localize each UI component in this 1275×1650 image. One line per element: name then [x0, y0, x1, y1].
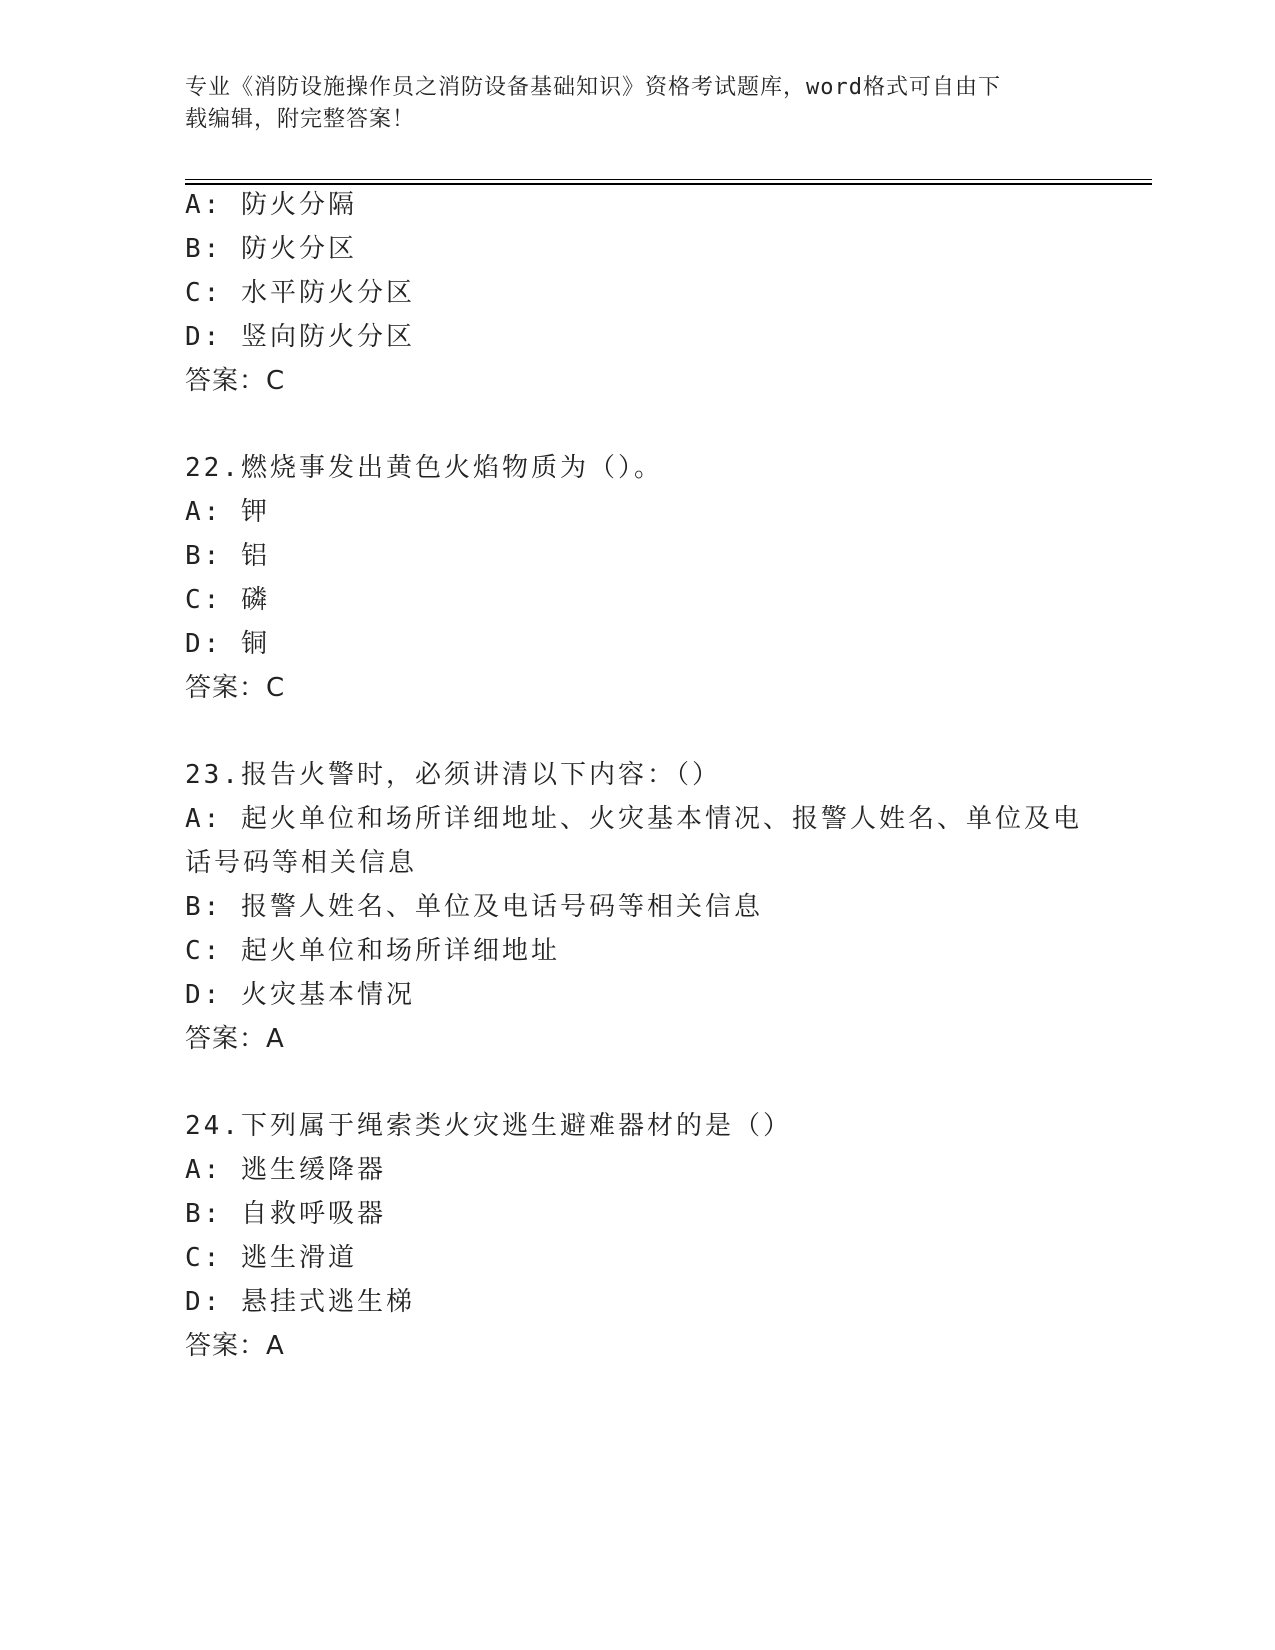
q24-option-a: A: 逃生缓降器 [185, 1155, 386, 1185]
header-divider-thick [185, 183, 1152, 185]
q22-option-b: B: 铝 [185, 541, 270, 571]
q23-answer: 答案：A [185, 1024, 285, 1054]
q22-answer: 答案：C [185, 673, 286, 703]
q22-option-c: C: 磷 [185, 585, 270, 615]
header-line-1: 专业《消防设施操作员之消防设备基础知识》资格考试题库，word格式可自由下 [185, 75, 1001, 100]
q23-option-a-line1: A: 起火单位和场所详细地址、火灾基本情况、报警人姓名、单位及电 [185, 804, 1082, 834]
q21-option-b: B: 防火分区 [185, 234, 357, 264]
header-divider-thin [185, 179, 1152, 180]
q24-option-d: D: 悬挂式逃生梯 [185, 1287, 415, 1317]
q21-option-c: C: 水平防火分区 [185, 278, 415, 308]
document-header [185, 72, 1085, 136]
q22-option-d: D: 铜 [185, 629, 270, 659]
q23-option-b: B: 报警人姓名、单位及电话号码等相关信息 [185, 892, 763, 922]
q23-option-c: C: 起火单位和场所详细地址 [185, 936, 560, 966]
q23-option-d: D: 火灾基本情况 [185, 980, 415, 1010]
q24-option-b: B: 自救呼吸器 [185, 1199, 386, 1229]
q21-option-a: A: 防火分隔 [185, 190, 357, 220]
q23-question: 23.报告火警时，必须讲清以下内容：（） [185, 760, 721, 790]
q22-question: 22.燃烧事发出黄色火焰物质为（）。 [185, 453, 663, 483]
q24-answer: 答案：A [185, 1331, 285, 1361]
q24-question: 24.下列属于绳索类火灾逃生避难器材的是（） [185, 1111, 792, 1141]
q21-answer: 答案：C [185, 366, 286, 396]
header-line-2: 载编辑，附完整答案！ [185, 107, 416, 132]
q24-option-c: C: 逃生滑道 [185, 1243, 357, 1273]
q21-option-d: D: 竖向防火分区 [185, 322, 415, 352]
q22-option-a: A: 钾 [185, 497, 270, 527]
q23-option-a-line2: 话号码等相关信息 [185, 848, 418, 878]
